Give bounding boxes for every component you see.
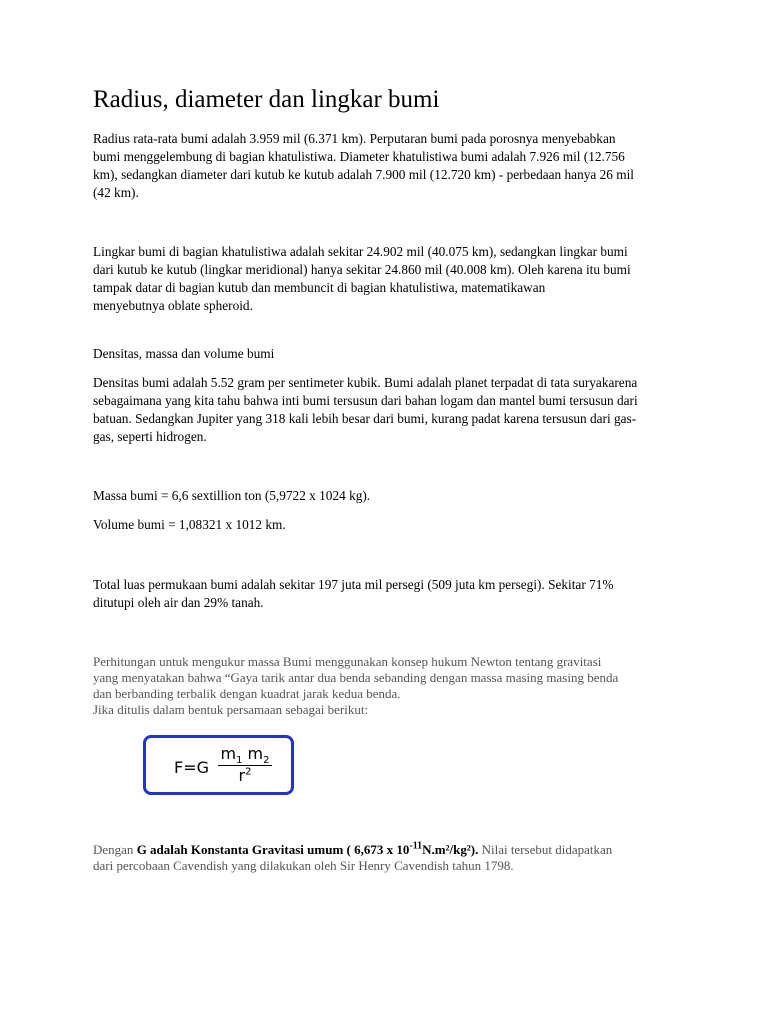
text-line: Lingkar bumi di bagian khatulistiwa adalah sekitar 24.902 mil (40.075 km), sedangkan lingkar bumi: [93, 244, 628, 259]
text-line: km), sedangkan diameter dari kutub ke kutub adalah 7.900 mil (12.720 km) - perbedaan hanya 26 mil: [93, 167, 634, 182]
text-span: Nilai tersebut didapatkan: [478, 842, 613, 857]
paragraph-circumference: [93, 243, 693, 315]
text-span: N.m²/kg²).: [422, 842, 479, 857]
paragraph-radius: [93, 130, 693, 202]
formula-lhs: F=G: [174, 758, 210, 777]
formula-sub-2: 2: [263, 755, 270, 767]
text-line: batuan. Sedangkan Jupiter yang 318 kali lebih besar dari bumi, kurang padat karena tersusun dari gas-: [93, 411, 637, 426]
page-title: Radius, diameter dan lingkar bumi: [93, 86, 440, 113]
gravity-constant-text: [137, 842, 479, 857]
text-line: (42 km).: [93, 185, 139, 200]
text-line: tampak datar di bagian kutub dan membuncit di bagian khatulistiwa, matematikawan: [93, 280, 546, 295]
formula-mass-1: m: [220, 744, 237, 763]
gravity-formula-box: [143, 735, 294, 795]
text-line: bumi menggelembung di bagian khatulistiwa. Diameter khatulistiwa bumi adalah 7.926 mil (12.756: [93, 149, 625, 164]
paragraph-constant: [93, 842, 693, 874]
text-line: ditutupi oleh air dan 29% tanah.: [93, 595, 264, 610]
text-line: Densitas bumi adalah 5.52 gram per sentimeter kubik. Bumi adalah planet terpadat di tata suryakarena: [93, 375, 638, 390]
formula-exponent: 2: [245, 766, 252, 778]
text-line: yang menyatakan bahwa “Gaya tarik antar dua benda sebanding dengan massa masing masing benda: [93, 670, 619, 685]
formula-numerator: [218, 744, 272, 767]
formula-mass-2: m: [247, 744, 264, 763]
formula-distance: r: [238, 766, 246, 785]
text-line: menyebutnya oblate spheroid.: [93, 298, 253, 313]
text-span: Dengan: [93, 842, 137, 857]
formula-sub-1: 1: [236, 755, 243, 767]
text-line: Jika ditulis dalam bentuk persamaan sebagai berikut:: [93, 702, 369, 717]
text-line: Perhitungan untuk mengukur massa Bumi menggunakan konsep hukum Newton tentang gravitasi: [93, 654, 602, 669]
paragraph-surface-area: [93, 576, 693, 612]
volume-statement: Volume bumi = 1,08321 x 1012 km.: [93, 517, 286, 532]
text-line: gas, seperti hidrogen.: [93, 429, 207, 444]
formula-denominator: [218, 766, 272, 785]
text-line: dan berbanding terbalik dengan kuadrat jarak kedua benda.: [93, 686, 401, 701]
formula-fraction: [218, 744, 272, 785]
text-line: [93, 842, 675, 858]
text-line: dari kutub ke kutub (lingkar meridional) hanya sekitar 24.860 mil (40.008 km). Oleh karena itu bumi: [93, 262, 631, 277]
text-span: G adalah Konstanta Gravitasi umum ( 6,673 x 10: [136, 842, 410, 857]
text-line: sebagaimana yang kita tahu bahwa inti bumi tersusun dari bahan logam dan mantel bumi tersusun dari: [93, 393, 638, 408]
section-heading-density: Densitas, massa dan volume bumi: [93, 346, 275, 361]
mass-statement: Massa bumi = 6,6 sextillion ton (5,9722 x 1024 kg).: [93, 488, 371, 503]
text-line: Total luas permukaan bumi adalah sekitar 197 juta mil persegi (509 juta km persegi). Sekitar 71%: [93, 577, 614, 592]
text-line: Radius rata-rata bumi adalah 3.959 mil (6.371 km). Perputaran bumi pada porosnya menyebabkan: [93, 131, 616, 146]
paragraph-density: [93, 374, 693, 446]
text-line: dari percobaan Cavendish yang dilakukan oleh Sir Henry Cavendish tahun 1798.: [93, 858, 514, 873]
exponent: -11: [409, 840, 423, 852]
paragraph-newton: [93, 654, 693, 718]
